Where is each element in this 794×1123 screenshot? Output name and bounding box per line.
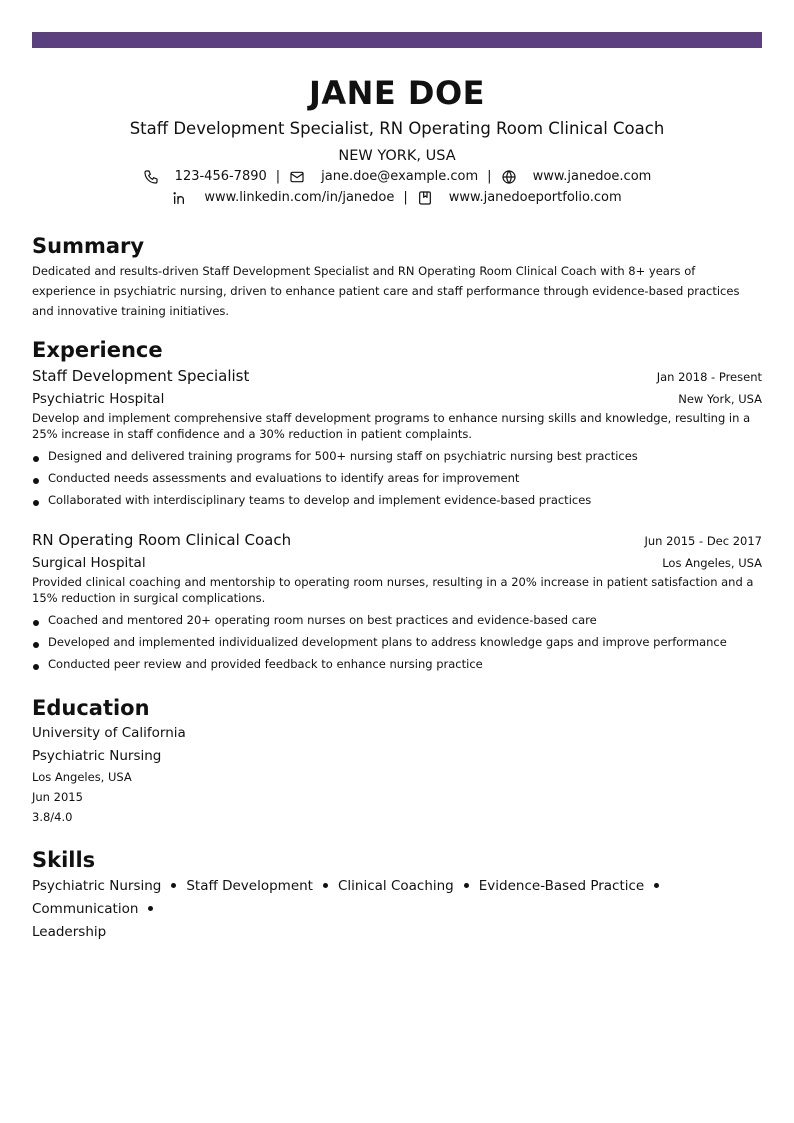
skill-item: Clinical Coaching [337, 878, 454, 894]
separator: | [487, 169, 492, 184]
job-role: RN Operating Room Clinical Coach [32, 531, 292, 549]
education-heading: Education [32, 696, 150, 720]
contact-line-2 [32, 189, 762, 207]
job-entry [32, 529, 762, 675]
job-description: Develop and implement comprehensive staff development programs to enhance nursing skills and knowledge, resulting in a 25% increase in staff confidence and a 30% reduction in patient complaints. [32, 411, 751, 441]
skills-list [32, 875, 762, 944]
contact-phone[interactable] [143, 168, 267, 186]
bullet-text: Collaborated with interdisciplinary teams to develop and implement evidence-based practices [48, 493, 592, 507]
contact-email[interactable] [289, 168, 478, 186]
portfolio-icon [417, 190, 433, 206]
bullet-text: Conducted needs assessments and evaluations to identify areas for improvement [48, 471, 520, 485]
education-degree: Psychiatric Nursing [32, 748, 162, 764]
bullet-dot [33, 664, 39, 670]
job-description: Provided clinical coaching and mentorship to operating room nurses, resulting in a 20% increase in patient satisfaction and a 15% reduction in surgical complications. [32, 575, 754, 605]
job-bullets [32, 609, 762, 675]
job-company: Psychiatric Hospital [32, 391, 165, 407]
list-item [32, 653, 762, 675]
job-location: Los Angeles, USA [662, 556, 762, 570]
bullet-dot [33, 478, 39, 484]
bullet-dot [33, 456, 39, 462]
separator: | [275, 169, 281, 184]
list-item [32, 467, 762, 489]
linkedin-icon [172, 190, 188, 206]
bullet-text: Conducted peer review and provided feedback to enhance nursing practice [48, 657, 483, 671]
education-gpa: 3.8/4.0 [32, 810, 73, 824]
education-date: Jun 2015 [32, 790, 83, 804]
job-location: New York, USA [678, 392, 762, 406]
skill-item: Leadership [32, 924, 107, 940]
job-entry [32, 365, 762, 511]
contact-linkedin[interactable] [172, 189, 394, 207]
candidate-name: JANE DOE [308, 74, 486, 112]
skill-separator-dot [464, 883, 469, 888]
skill-item: Evidence-Based Practice [478, 878, 645, 894]
phone-text: 123-456-7890 [174, 169, 267, 184]
education-location: Los Angeles, USA [32, 770, 132, 784]
summary-text: Dedicated and results-driven Staff Development Specialist and RN Operating Room Clinical Coach with 8+ years of experience in psychiatric nursing, driven to enhance patient care and staff performance through evidence-based practices and innovative training initiatives. [32, 264, 740, 318]
skill-item: Communication [32, 901, 139, 917]
candidate-location: NEW YORK, USA [338, 148, 456, 164]
resume-page [32, 32, 762, 944]
skills-heading: Skills [32, 848, 96, 872]
skill-item: Staff Development [186, 878, 313, 894]
list-item [32, 631, 762, 653]
job-company: Surgical Hospital [32, 555, 146, 571]
bullet-dot [33, 642, 39, 648]
job-dates: Jan 2018 - Present [656, 370, 762, 384]
list-item [32, 489, 762, 511]
phone-icon [143, 169, 159, 185]
skill-item: Psychiatric Nursing [32, 878, 162, 894]
linkedin-text: www.linkedin.com/in/janedoe [204, 190, 395, 205]
email-icon [289, 169, 305, 185]
bullet-text: Coached and mentored 20+ operating room nurses on best practices and evidence-based care [48, 613, 597, 627]
job-dates: Jun 2015 - Dec 2017 [644, 534, 762, 548]
bullet-dot [33, 500, 39, 506]
skill-separator-dot [654, 883, 659, 888]
bullet-dot [33, 620, 39, 626]
candidate-headline: Staff Development Specialist, RN Operating Room Clinical Coach [129, 119, 665, 138]
email-text: jane.doe@example.com [321, 169, 479, 184]
resume-header [32, 74, 762, 207]
bullet-text: Developed and implemented individualized development plans to address knowledge gaps and improve performance [48, 635, 727, 649]
job-bullets [32, 445, 762, 511]
separator: | [403, 190, 408, 205]
contact-website[interactable] [501, 168, 652, 186]
education-school: University of California [32, 725, 186, 741]
list-item [32, 609, 762, 631]
website-text: www.janedoe.com [532, 169, 652, 184]
skill-separator-dot [323, 883, 328, 888]
contact-portfolio[interactable] [417, 189, 622, 207]
list-item [32, 445, 762, 467]
globe-icon [501, 169, 517, 185]
skill-separator-dot [148, 906, 153, 911]
job-role: Staff Development Specialist [32, 367, 250, 385]
portfolio-text: www.janedoeportfolio.com [448, 190, 622, 205]
summary-heading: Summary [32, 234, 145, 258]
experience-heading: Experience [32, 338, 163, 362]
bullet-text: Designed and delivered training programs for 500+ nursing staff on psychiatric nursing best practices [48, 449, 638, 463]
contact-line-1 [32, 168, 762, 186]
skill-separator-dot [171, 883, 176, 888]
accent-bar [32, 32, 762, 48]
